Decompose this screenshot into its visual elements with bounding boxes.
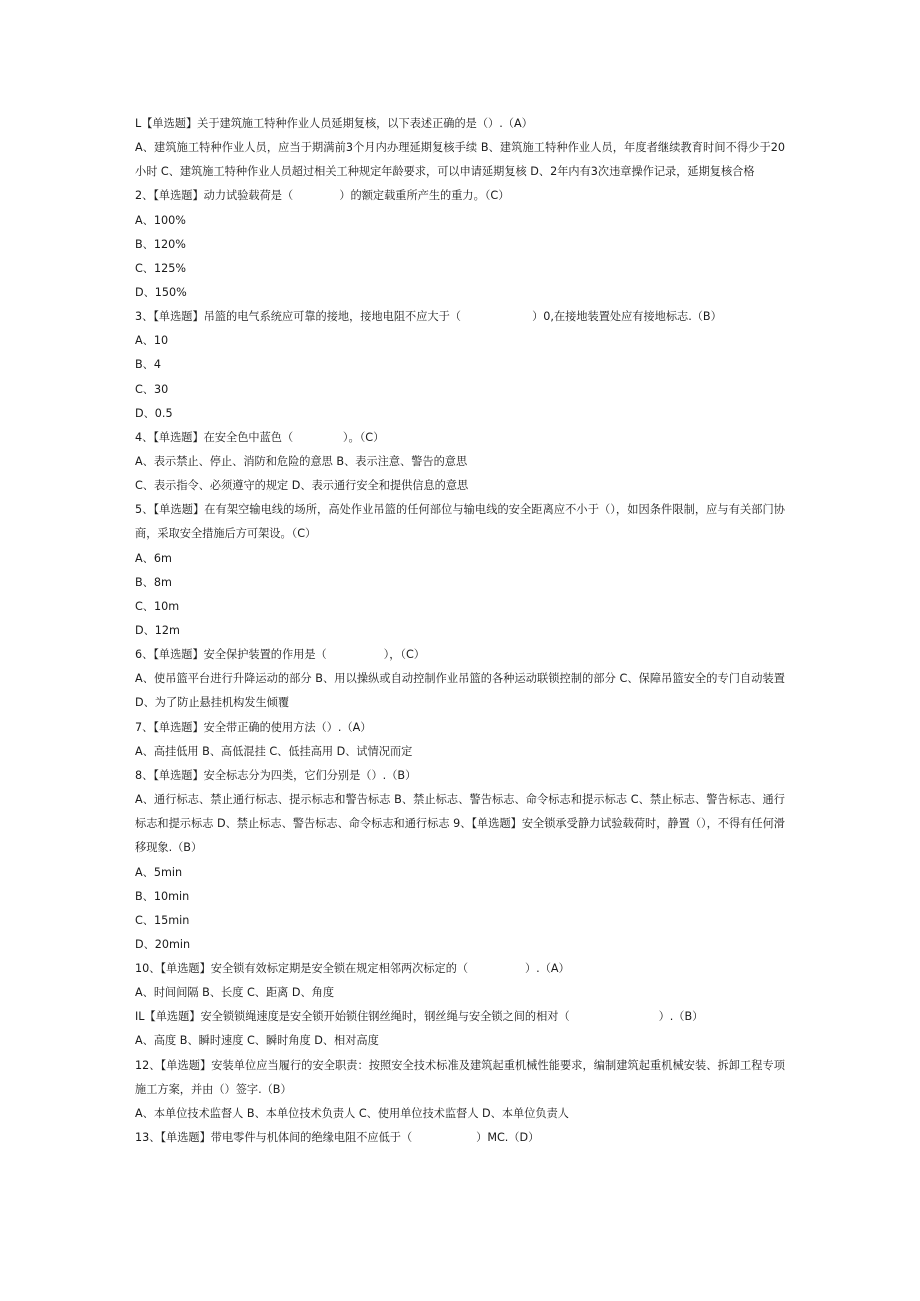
- question-5-option-d: D、12m: [135, 624, 180, 638]
- question-8: 8、【单选题】安全标志分为四类，它们分别是（）.（B）: [135, 768, 417, 782]
- question-5-option-a: A、6m: [135, 551, 172, 565]
- question-8-options: A、通行标志、禁止通行标志、提示标志和警告标志 B、禁止标志、警告标志、命令标志和提示标志 C、禁止标志、警告标志、通行标志和提示标志 D、禁止标志、警告标志、命令标志和通行标志 9、【单选题】安全锁承受静力试验载荷时，静置（），不得有任何滑移现象.（B）: [135, 793, 785, 855]
- question-9-option-a: A、5min: [135, 865, 183, 879]
- question-9-option-c: C、15min: [135, 913, 190, 927]
- question-7: 7、【单选题】安全带正确的使用方法（）.（A）: [135, 720, 372, 734]
- question-5-option-b: B、8m: [135, 575, 172, 589]
- question-11-options: A、高度 B、瞬时速度 C、瞬时角度 D、相对高度: [135, 1034, 379, 1048]
- question-2-option-d: D、150%: [135, 286, 187, 300]
- question-12: 12、【单选题】安装单位应当履行的安全职责：按照安全技术标准及建筑起重机械性能要求，编制建筑起重机械安装、拆卸工程专项施工方案，并由（）签字.（B）: [135, 1058, 785, 1096]
- question-2: 2、【单选题】动力试验载荷是（ ）的额定载重所产生的重力。（C）: [135, 189, 510, 203]
- question-3-option-a: A、10: [135, 334, 169, 348]
- question-5-option-c: C、10m: [135, 599, 180, 613]
- document-page: [135, 112, 785, 1150]
- question-2-option-a: A、100%: [135, 213, 186, 227]
- question-1: L【单选题】关于建筑施工特种作业人员延期复核，以下表述正确的是（）.（A）: [135, 117, 533, 130]
- question-3-option-d: D、0.5: [135, 406, 173, 420]
- question-3: 3、【单选题】吊篮的电气系统应可靠的接地，接地电阻不应大于（ ）0,在接地装置处应有接地标志.（B）: [135, 310, 722, 324]
- question-6: 6、【单选题】安全保护装置的作用是（ ），（C）: [135, 648, 425, 662]
- question-6-options: A、使吊篮平台进行升降运动的部分 B、用以操纵或自动控制作业吊篮的各种运动联锁控制的部分 C、保障吊篮安全的专门自动装置 D、为了防止悬挂机构发生倾覆: [135, 672, 785, 710]
- question-4-options-ab: A、表示禁止、停止、消防和危险的意思 B、表示注意、警告的意思: [135, 455, 468, 468]
- question-9-option-b: B、10min: [135, 889, 190, 903]
- question-5: 5、【单选题】在有架空输电线的场所，高处作业吊篮的任何部位与输电线的安全距离应不小于（），如因条件限制，应与有关部门协商，采取安全措施后方可架设。（C）: [135, 503, 785, 541]
- question-7-options: A、高挂低用 B、高低混挂 C、低挂高用 D、试情况而定: [135, 744, 413, 758]
- question-2-option-c: C、125%: [135, 261, 186, 275]
- question-10: 10、【单选题】安全锁有效标定期是安全锁在规定相邻两次标定的（ ）.（A）: [135, 962, 570, 976]
- question-1-options: A、建筑施工特种作业人员，应当于期满前3个月内办理延期复核手续 B、建筑施工特种作业人员，年度者继续教育时间不得少于20小时 C、建筑施工特种作业人员超过相关工种规定年龄要求，可以申请延期复核 D、2年内有3次违章操作记录，延期复核合格: [135, 141, 785, 179]
- question-12-options: A、本单位技术监督人 B、本单位技术负责人 C、使用单位技术监督人 D、本单位负责人: [135, 1106, 569, 1120]
- question-10-options: A、时间间隔 B、长度 C、距离 D、角度: [135, 986, 335, 1000]
- question-11: IL【单选题】安全锁锁绳速度是安全锁开始锁住钢丝绳时，钢丝绳与安全锁之间的相对（ ）.（B）: [135, 1010, 704, 1024]
- question-2-option-b: B、120%: [135, 237, 186, 251]
- question-3-option-b: B、4: [135, 358, 161, 372]
- question-4-options-cd: C、表示指令、必须遵守的规定 D、表示通行安全和提供信息的意思: [135, 479, 469, 493]
- question-3-option-c: C、30: [135, 382, 169, 396]
- question-13: 13、【单选题】带电零件与机体间的绝缘电阻不应低于（ ）MC.（D）: [135, 1131, 540, 1145]
- question-9-option-d: D、20min: [135, 937, 191, 951]
- question-4: 4、【单选题】在安全色中蓝色（ ）。（C）: [135, 430, 385, 444]
